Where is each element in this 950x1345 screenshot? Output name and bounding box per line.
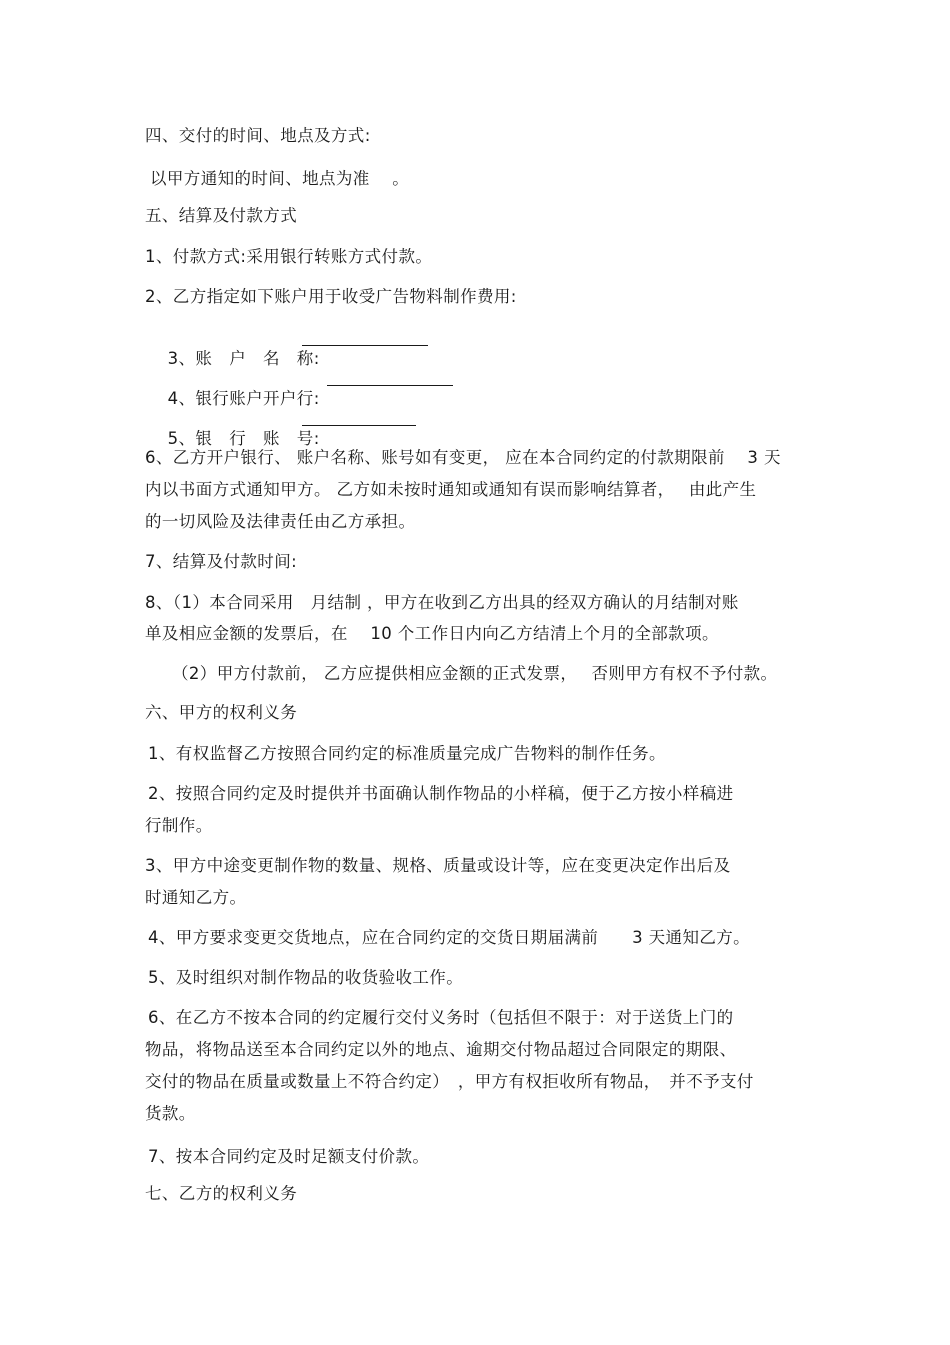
- section-heading-delivery: 四、交付的时间、地点及方式:: [145, 126, 371, 145]
- paragraph-line: 交付的物品在质量或数量上不符合约定） ，甲方有权拒收所有物品， 并不予支付: [145, 1072, 754, 1091]
- paragraph-line: 6、在乙方不按本合同的约定履行交付义务时（包括但不限于：对于送货上门的: [148, 1008, 734, 1027]
- paragraph-line: 3、甲方中途变更制作物的数量、规格、质量或设计等，应在变更决定作出后及: [145, 856, 731, 875]
- paragraph-line: 行制作。: [145, 816, 213, 835]
- paragraph-line: 7、按本合同约定及时足额支付价款。: [148, 1147, 430, 1166]
- paragraph-line: （2）甲方付款前， 乙方应提供相应金额的正式发票， 否则甲方有权不予付款。: [172, 664, 778, 683]
- section-heading-settlement: 五、结算及付款方式: [145, 206, 298, 225]
- paragraph-line: 6、乙方开户银行、 账户名称、账号如有变更， 应在本合同约定的付款期限前 3 天: [145, 448, 781, 467]
- bank-branch-blank: [327, 371, 453, 386]
- paragraph-line: 的一切风险及法律责任由乙方承担。: [145, 512, 416, 531]
- paragraph-line: 内以书面方式通知甲方。 乙方如未按时通知或通知有误而影响结算者， 由此产生: [145, 480, 757, 499]
- paragraph-line: 7、结算及付款时间:: [145, 552, 298, 571]
- paragraph-line: 单及相应金额的发票后，在 10 个工作日内向乙方结清上个月的全部款项。: [145, 624, 719, 643]
- paragraph-line: 4、甲方要求变更交货地点，应在合同约定的交货日期届满前 3 天通知乙方。: [148, 928, 751, 947]
- paragraph-line: 1、付款方式:采用银行转账方式付款。: [145, 247, 433, 266]
- account-name-blank: [302, 331, 428, 346]
- section-heading-party-a: 六、甲方的权利义务: [145, 703, 298, 722]
- paragraph-line: 2、按照合同约定及时提供并书面确认制作物品的小样稿，便于乙方按小样稿进: [148, 784, 734, 803]
- paragraph-line: 2、乙方指定如下账户用于收受广告物料制作费用:: [145, 287, 517, 306]
- account-number-label: 5、银 行 账 号:: [167, 429, 320, 448]
- paragraph-line: 货款。: [145, 1104, 196, 1123]
- paragraph-line: 物品，将物品送至本合同约定以外的地点、逾期交付物品超过合同限定的期限、: [145, 1040, 737, 1059]
- paragraph-line: 时通知乙方。: [145, 888, 247, 907]
- account-name-label: 3、账 户 名 称:: [167, 349, 320, 368]
- paragraph-line: 1、有权监督乙方按照合同约定的标准质量完成广告物料的制作任务。: [148, 744, 666, 763]
- bank-branch-label: 4、银行账户开户行:: [167, 389, 320, 408]
- section-heading-party-b: 七、乙方的权利义务: [145, 1184, 298, 1203]
- account-number-blank: [302, 411, 416, 426]
- paragraph-line: 8、（1）本合同采用 月结制 ，甲方在收到乙方出具的经双方确认的月结制对账: [145, 593, 739, 612]
- paragraph-line: 5、及时组织对制作物品的收货验收工作。: [148, 968, 464, 987]
- paragraph-line: 以甲方通知的时间、地点为准 。: [150, 169, 410, 188]
